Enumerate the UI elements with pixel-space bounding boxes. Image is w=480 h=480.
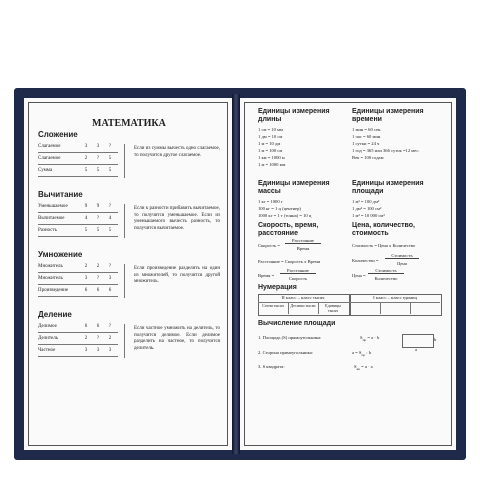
rect-side-formula: $a = S_{пр}$ : b bbox=[352, 350, 371, 357]
length-line: 1 дм = 10 см bbox=[258, 134, 283, 139]
speed-formula-numerator: Расстояние bbox=[285, 238, 321, 244]
section-heading: Умножение bbox=[38, 250, 83, 259]
section-heading: Деление bbox=[38, 310, 72, 319]
table-cell: 6 bbox=[108, 288, 112, 293]
col-units-thousands: Единицы тысяч bbox=[325, 303, 341, 313]
table-cell: 3 bbox=[84, 348, 88, 353]
numbering-col-divider bbox=[410, 302, 411, 314]
table-cell: 5 bbox=[108, 228, 112, 233]
length-list bbox=[258, 126, 285, 168]
price-formula-denominator: Количество bbox=[374, 276, 398, 281]
length-line: 1 м = 100 см bbox=[258, 148, 283, 153]
table-cell: 6 bbox=[96, 288, 100, 293]
area-units-heading: Единицы измерения площади bbox=[352, 180, 424, 195]
area-units-list bbox=[352, 198, 385, 219]
table-cell: ? bbox=[96, 156, 100, 161]
table-row-label: Разность bbox=[38, 228, 57, 233]
table-cell: 3 bbox=[96, 144, 100, 149]
table-cell: 6 bbox=[84, 288, 88, 293]
table-cell: 5 bbox=[84, 168, 88, 173]
table-row-label: Делитель bbox=[38, 336, 59, 341]
table-row-divider bbox=[38, 332, 118, 333]
table-cell: 4 bbox=[108, 216, 112, 221]
speed-heading: Скорость, время, расстояние bbox=[258, 222, 319, 237]
table-cell: 2 bbox=[108, 336, 112, 341]
table-row-label: Произведение bbox=[38, 288, 69, 293]
area-unit-line: 1 м² = 100 дм² bbox=[352, 199, 380, 204]
table-row-label: Сумма bbox=[38, 168, 53, 173]
table-row-label: Слагаемое bbox=[38, 156, 61, 161]
time-line: 1 мин = 60 сек. bbox=[352, 127, 382, 132]
rectangle-side-a: a bbox=[415, 347, 418, 352]
rule-separator bbox=[124, 264, 125, 298]
time-line: 1 сутки = 24 ч bbox=[352, 141, 380, 146]
table-cell: 3 bbox=[96, 348, 100, 353]
table-row-divider bbox=[38, 296, 118, 297]
rule-separator bbox=[124, 324, 125, 358]
table-cell: ? bbox=[108, 324, 112, 329]
table-cell: ? bbox=[96, 276, 100, 281]
table-cell: 3 bbox=[84, 276, 88, 281]
time-line: 1 год = 365 или 366 суток =12 мес. bbox=[352, 148, 420, 153]
table-cell: 2 bbox=[84, 156, 88, 161]
length-line: 1 см = 10 мм bbox=[258, 127, 283, 132]
numbering-col-divider bbox=[380, 302, 381, 314]
table-cell: 9 bbox=[96, 204, 100, 209]
length-line: 1 км = 1000 м bbox=[258, 155, 285, 160]
rule-text: Если частное умножить на делитель, то получится делимое. Если делимое разделить на частное, то получится делитель. bbox=[134, 326, 220, 351]
section-heading: Вычитание bbox=[38, 190, 83, 199]
speed-formula-label: Скорость = bbox=[258, 243, 280, 248]
cost-formula: Стоимость = Цена х Количество bbox=[352, 243, 416, 248]
distance-formula: Расстояние = Скорость х Время bbox=[258, 259, 321, 264]
area-calc-heading: Вычисление площади bbox=[258, 320, 336, 327]
rectangle-diagram bbox=[402, 334, 437, 348]
price-heading: Цена, количество, стоимость bbox=[352, 222, 415, 237]
table-row-divider bbox=[38, 236, 118, 237]
time-heading: Единицы измерения времени bbox=[352, 108, 424, 123]
length-line: 1 м = 1000 мм bbox=[258, 162, 286, 167]
quantity-formula-numerator: Стоимость bbox=[385, 253, 419, 259]
table-row-divider bbox=[38, 284, 118, 285]
numbering-col-divider bbox=[288, 302, 289, 314]
table-cell: 6 bbox=[96, 324, 100, 329]
table-cell: ? bbox=[108, 144, 112, 149]
table-cell: 5 bbox=[108, 168, 112, 173]
time-formula-label: Время = bbox=[258, 273, 275, 278]
section-heading: Сложение bbox=[38, 130, 78, 139]
table-row-divider bbox=[38, 344, 118, 345]
mass-line: 100 кг = 1 ц (центнер) bbox=[258, 206, 301, 211]
table-row-divider bbox=[38, 212, 118, 213]
table-row-divider bbox=[38, 272, 118, 273]
table-cell: 2 bbox=[96, 264, 100, 269]
rule-separator bbox=[124, 144, 125, 178]
time-line: Век = 100 годам bbox=[352, 155, 384, 160]
numbering-heading: Нумерация bbox=[258, 284, 297, 291]
table-row-divider bbox=[38, 356, 118, 357]
time-formula-denominator: Скорость bbox=[288, 276, 308, 281]
col-tens-thousands: Десятки тысяч bbox=[290, 303, 316, 308]
area-unit-line: 1 дм² = 100 см² bbox=[352, 206, 382, 211]
table-cell: 2 bbox=[84, 336, 88, 341]
page-title: МАТЕМАТИКА bbox=[92, 118, 166, 129]
table-cell: 3 bbox=[108, 348, 112, 353]
mass-line: 1000 кг = 1 т (тонна) = 10 ц bbox=[258, 213, 312, 218]
length-line: 1 м = 10 дм bbox=[258, 141, 281, 146]
table-row-label: Множитель bbox=[38, 276, 63, 281]
time-formula-numerator: Расстояние bbox=[280, 268, 316, 274]
table-row-divider bbox=[38, 224, 118, 225]
rect-area-formula: $S_{пр} = a \cdot b$ bbox=[360, 335, 380, 342]
table-cell: ? bbox=[96, 216, 100, 221]
table-cell: 5 bbox=[96, 228, 100, 233]
area-calc-line-3: 3. S квадрата: bbox=[258, 364, 285, 369]
speed-formula-denominator: Время bbox=[296, 246, 310, 251]
table-cell: ? bbox=[96, 336, 100, 341]
rectangle-side-b: b bbox=[434, 337, 437, 342]
area-unit-line: 1 м² = 10 000 см² bbox=[352, 213, 385, 218]
length-heading: Единицы измерения длины bbox=[258, 108, 330, 123]
mass-list bbox=[258, 198, 311, 219]
table-cell: 5 bbox=[108, 156, 112, 161]
price-formula-label: Цена = bbox=[352, 273, 366, 278]
table-cell: 3 bbox=[108, 276, 112, 281]
table-cell: 3 bbox=[84, 144, 88, 149]
table-row-label: Множитель bbox=[38, 264, 63, 269]
table-row-label: Делимое bbox=[38, 324, 57, 329]
table-cell: 5 bbox=[96, 168, 100, 173]
table-cell: 4 bbox=[84, 216, 88, 221]
rule-text: Если произведение разделить на один из множителей, то получится другой множитель. bbox=[134, 266, 220, 284]
table-row-label: Частное bbox=[38, 348, 56, 353]
numbering-col-divider bbox=[318, 302, 319, 314]
class-thousands-label: II класс – класс тысяч bbox=[281, 295, 325, 300]
quantity-formula-label: Количество = bbox=[352, 258, 379, 263]
table-cell: 6 bbox=[84, 324, 88, 329]
table-cell: ? bbox=[108, 264, 112, 269]
area-calc-line-1: 1. Площадь (S) прямоугольника: bbox=[258, 335, 322, 340]
rule-separator bbox=[124, 204, 125, 238]
time-list bbox=[352, 126, 420, 161]
class-units-label: I класс – класс единиц bbox=[373, 295, 417, 300]
book-spine bbox=[232, 94, 240, 454]
table-cell: 5 bbox=[84, 228, 88, 233]
table-row-label: Вычитаемое bbox=[38, 216, 65, 221]
rule-text: Если из суммы вычесть одно слагаемое, то получится другое слагаемое. bbox=[134, 146, 220, 158]
time-line: 1 час = 60 мин bbox=[352, 134, 381, 139]
table-cell: 9 bbox=[84, 204, 88, 209]
mass-line: 1 кг = 1000 г bbox=[258, 199, 283, 204]
table-row-divider bbox=[38, 152, 118, 153]
table-row-divider bbox=[38, 176, 118, 177]
price-formula-numerator: Стоимость bbox=[368, 268, 404, 274]
col-hundreds-thousands: Сотни тысяч bbox=[262, 303, 284, 308]
area-calc-line-2: 2. Сторона прямоугольника: bbox=[258, 350, 314, 355]
rule-text: Если к разности прибавить вычитаемое, то получится уменьшаемое. Если из уменьшаемого вычесть разность, то получится вычитаемое. bbox=[134, 206, 220, 231]
square-area-formula: $S_{кв} = a \cdot a$ bbox=[354, 364, 373, 371]
table-cell: 2 bbox=[84, 264, 88, 269]
table-row-label: Слагаемое bbox=[38, 144, 61, 149]
table-cell: ? bbox=[108, 204, 112, 209]
quantity-formula-denominator: Цена bbox=[397, 261, 407, 266]
table-row-divider bbox=[38, 164, 118, 165]
mass-heading: Единицы измерения массы bbox=[258, 180, 330, 195]
table-row-label: Уменьшаемое bbox=[38, 204, 68, 209]
